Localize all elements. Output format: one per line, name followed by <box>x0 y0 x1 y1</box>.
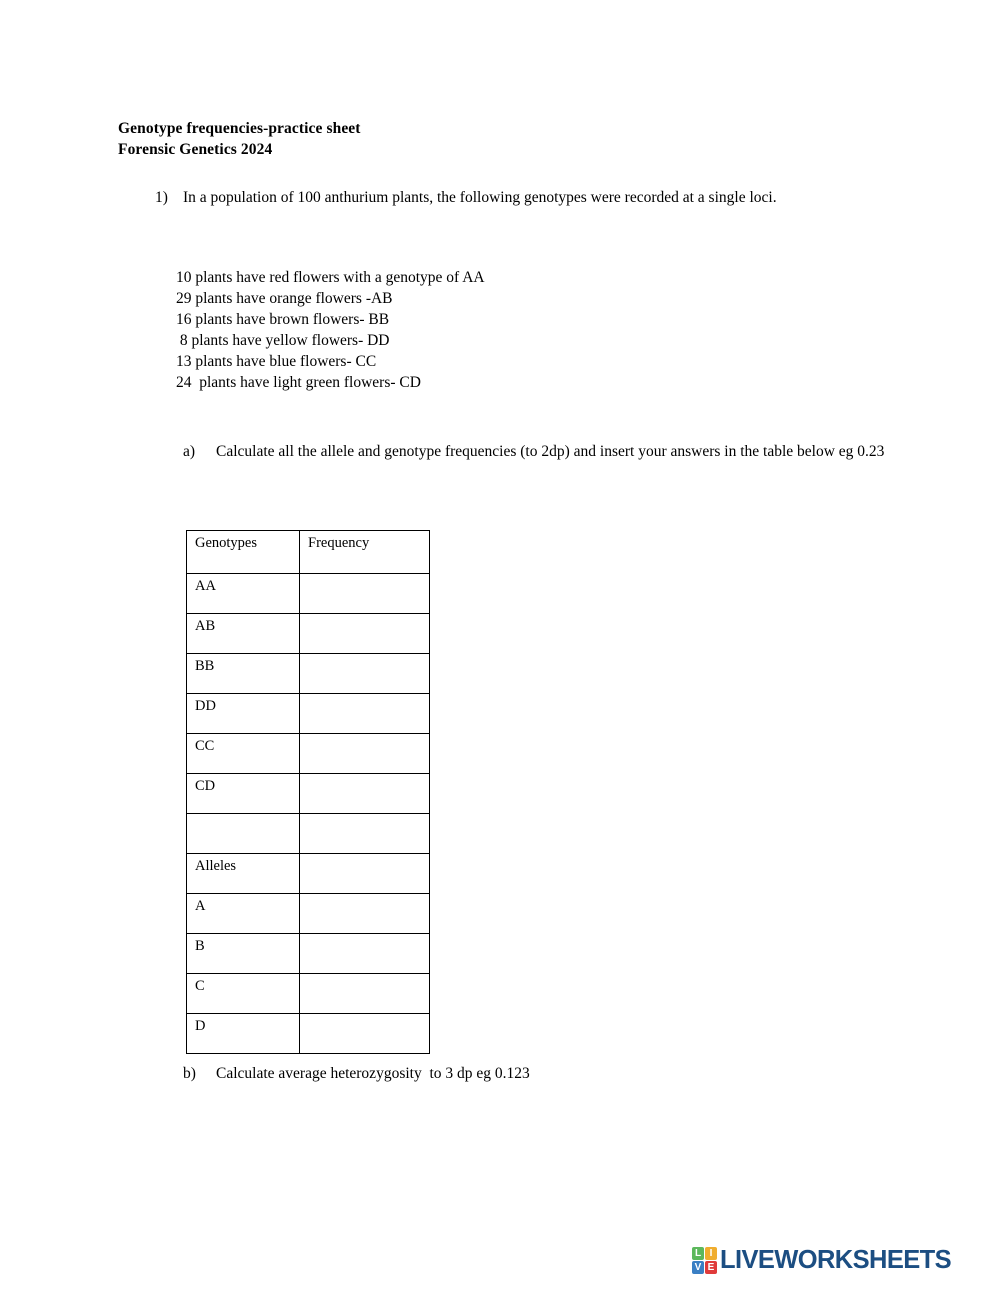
part-a-text: Calculate all the allele and genotype frequencies (to 2dp) and insert your answers in the table below eg 0.23 <box>216 443 885 460</box>
frequency-answer-cell[interactable] <box>300 574 430 614</box>
table-row-spacer <box>187 814 430 854</box>
list-item: 24 plants have light green flowers- CD <box>176 374 421 391</box>
table-row <box>187 894 430 934</box>
document-title-line1: Genotype frequencies-practice sheet <box>118 120 361 137</box>
question-1-part-a <box>183 441 923 463</box>
liveworksheets-footer <box>692 1247 951 1274</box>
logo-tile-e: E <box>705 1261 717 1274</box>
row-label: D <box>187 1014 300 1054</box>
frequency-answer-cell[interactable] <box>300 734 430 774</box>
part-b-marker: b) <box>183 1065 196 1082</box>
genotype-frequency-table <box>186 530 430 1054</box>
frequency-answer-cell[interactable] <box>300 614 430 654</box>
frequency-answer-cell[interactable] <box>300 774 430 814</box>
question-1-part-b <box>183 1063 783 1085</box>
frequency-answer-cell[interactable] <box>300 854 430 894</box>
liveworksheets-wordmark: LIVEWORKSHEETS <box>720 1245 952 1274</box>
question-1-text: In a population of 100 anthurium plants, the following genotypes were recorded at a single loci. <box>183 189 777 206</box>
frequency-answer-cell[interactable] <box>300 694 430 734</box>
liveworksheets-logo-icon <box>692 1247 717 1274</box>
table-row <box>187 854 430 894</box>
table-row <box>187 574 430 614</box>
table-row <box>187 974 430 1014</box>
row-label: BB <box>187 654 300 694</box>
row-label: CD <box>187 774 300 814</box>
row-label: C <box>187 974 300 1014</box>
part-b-text: Calculate average heterozygosity to 3 dp eg 0.123 <box>216 1065 530 1082</box>
question-1 <box>155 186 915 209</box>
row-label: AB <box>187 614 300 654</box>
row-label: AA <box>187 574 300 614</box>
logo-tile-l: L <box>692 1247 704 1260</box>
table-row <box>187 934 430 974</box>
table-header-genotypes: Genotypes <box>187 531 300 574</box>
list-item: 16 plants have brown flowers- BB <box>176 311 390 328</box>
frequency-answer-cell[interactable] <box>300 974 430 1014</box>
table-row <box>187 614 430 654</box>
part-a-marker: a) <box>183 443 196 460</box>
document-title-line2: Forensic Genetics 2024 <box>118 141 273 158</box>
row-label <box>187 814 300 854</box>
frequency-answer-cell[interactable] <box>300 1014 430 1054</box>
table-row <box>187 734 430 774</box>
row-label: Alleles <box>187 854 300 894</box>
frequency-answer-cell[interactable] <box>300 654 430 694</box>
list-item: 13 plants have blue flowers- CC <box>176 353 377 370</box>
table-header-frequency: Frequency <box>300 531 430 574</box>
table-row <box>187 1014 430 1054</box>
list-item: 8 plants have yellow flowers- DD <box>176 332 390 349</box>
list-item: 10 plants have red flowers with a genotype of AA <box>176 269 485 286</box>
row-label: B <box>187 934 300 974</box>
row-label: CC <box>187 734 300 774</box>
table-header-row <box>187 531 430 574</box>
frequency-answer-cell[interactable] <box>300 894 430 934</box>
document-title <box>118 118 361 160</box>
row-label: DD <box>187 694 300 734</box>
logo-tile-v: V <box>692 1261 704 1274</box>
row-label: A <box>187 894 300 934</box>
table-row <box>187 774 430 814</box>
frequency-answer-cell[interactable] <box>300 814 430 854</box>
logo-tile-i: I <box>705 1247 717 1260</box>
list-item: 29 plants have orange flowers -AB <box>176 290 393 307</box>
frequency-answer-cell[interactable] <box>300 934 430 974</box>
table-row <box>187 654 430 694</box>
table-row <box>187 694 430 734</box>
plant-genotype-list <box>176 267 485 393</box>
question-1-marker: 1) <box>155 189 168 206</box>
